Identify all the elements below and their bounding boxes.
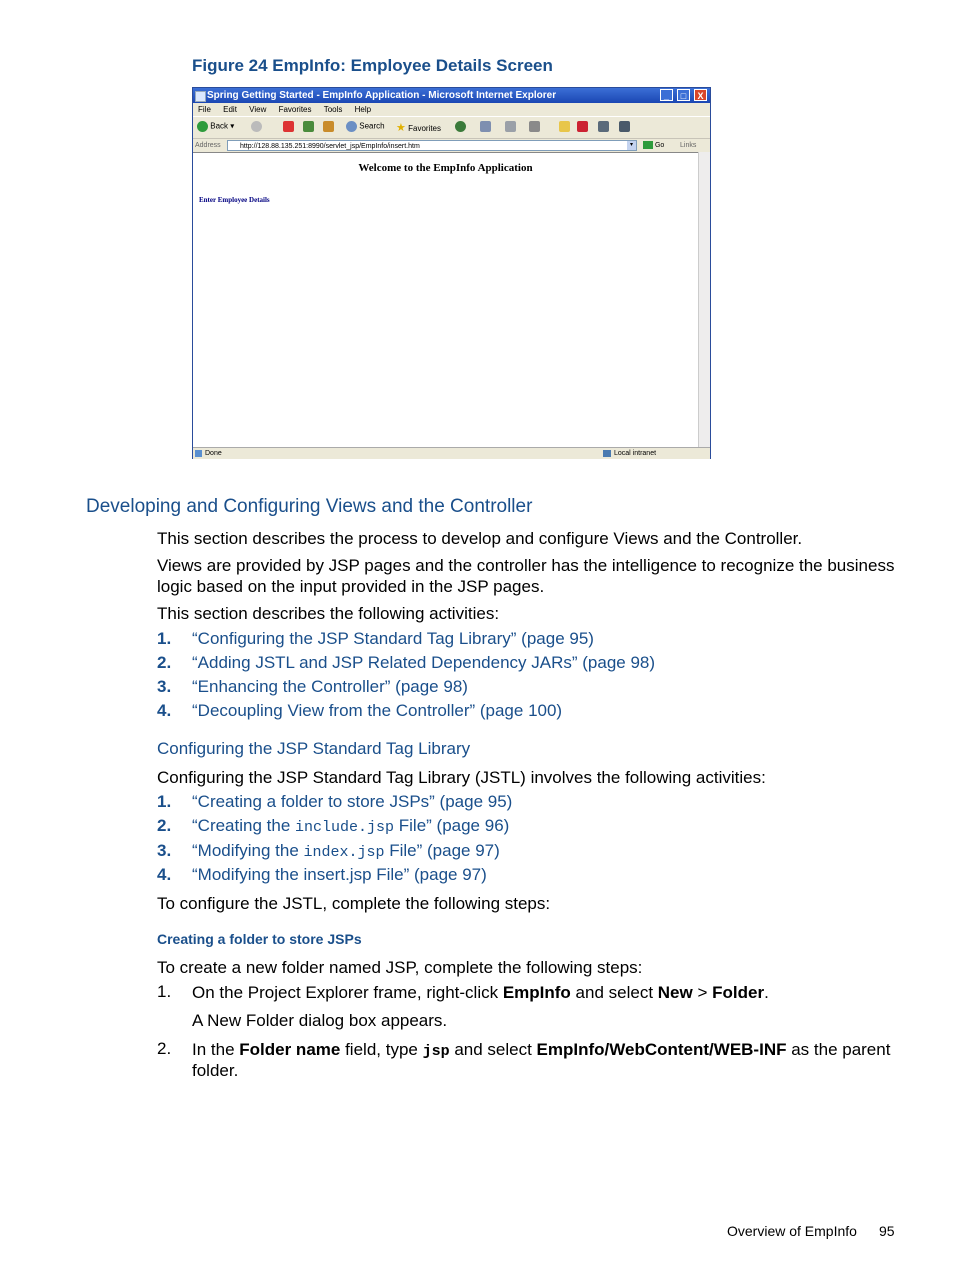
footer-title: Overview of EmpInfo bbox=[727, 1223, 857, 1239]
jstl-link-2[interactable]: “Creating the include.jsp File” (page 96) bbox=[192, 816, 510, 836]
back-button: Back ▾ bbox=[197, 121, 234, 132]
browser-menubar bbox=[193, 103, 710, 116]
favorites-button: ★ Favorites bbox=[396, 122, 442, 134]
stop-button bbox=[283, 121, 294, 132]
list-number: 3. bbox=[157, 677, 172, 696]
maximize-button: □ bbox=[677, 89, 690, 101]
bold-path: EmpInfo/WebContent/WEB-INF bbox=[536, 1040, 787, 1059]
section-paragraph-1: This section describes the process to develop and configure Views and the Controller. bbox=[157, 529, 803, 548]
step-number-2: 2. bbox=[157, 1039, 172, 1058]
list-number: 3. bbox=[157, 841, 172, 860]
browser-toolbar bbox=[193, 116, 710, 139]
section-paragraph-3: This section describes the following activities: bbox=[157, 604, 500, 623]
stop-icon bbox=[283, 121, 294, 132]
subsection-outro: To configure the JSTL, complete the following steps: bbox=[157, 894, 551, 913]
tools-icon bbox=[598, 121, 609, 132]
list-number: 4. bbox=[157, 701, 172, 720]
procedure-heading: Creating a folder to store JSPs bbox=[157, 931, 362, 947]
chevron-down-icon: ▾ bbox=[627, 141, 636, 150]
folder-button bbox=[559, 121, 570, 132]
jstl-link-1[interactable]: “Creating a folder to store JSPs” (page 95) bbox=[192, 792, 513, 811]
messenger-icon bbox=[577, 121, 588, 132]
list-number: 1. bbox=[157, 629, 172, 648]
section-paragraph-2-line-1: Views are provided by JSP pages and the controller has the intelligence to recognize the business bbox=[157, 556, 895, 575]
star-icon: ★ bbox=[396, 122, 406, 134]
menu-file: File bbox=[198, 105, 211, 114]
activity-link-1[interactable]: “Configuring the JSP Standard Tag Library” (page 95) bbox=[192, 629, 594, 648]
menu-help: Help bbox=[354, 105, 372, 114]
home-icon bbox=[323, 121, 334, 132]
jstl-link-4[interactable]: “Modifying the insert.jsp File” (page 97) bbox=[192, 865, 487, 884]
page-number: 95 bbox=[879, 1223, 895, 1239]
step-1-text: On the Project Explorer frame, right-click EmpInfo and select New > Folder. bbox=[192, 983, 769, 1002]
forward-arrow-icon bbox=[251, 121, 262, 132]
edit-button bbox=[529, 121, 540, 132]
procedure-intro: To create a new folder named JSP, complete the following steps: bbox=[157, 958, 643, 977]
status-bar bbox=[193, 447, 710, 459]
address-input bbox=[227, 140, 637, 151]
address-url: http://128.88.135.251:8990/servlet_jsp/EmpInfo/insert.htm bbox=[240, 143, 420, 150]
tools-button bbox=[598, 121, 609, 132]
menu-favorites: Favorites bbox=[278, 105, 312, 114]
print-icon bbox=[505, 121, 516, 132]
mail-icon bbox=[480, 121, 491, 132]
home-button bbox=[323, 121, 334, 132]
list-number: 2. bbox=[157, 816, 172, 835]
list-number: 4. bbox=[157, 865, 172, 884]
address-label: Address bbox=[195, 142, 221, 149]
refresh-icon bbox=[303, 121, 314, 132]
minimize-button: _ bbox=[660, 89, 673, 101]
bold-empinfo: EmpInfo bbox=[502, 983, 571, 1002]
research-button bbox=[619, 121, 630, 132]
subsection-intro: Configuring the JSP Standard Tag Library (JSTL) involves the following activities: bbox=[157, 768, 766, 787]
search-icon bbox=[346, 121, 357, 132]
browser-content bbox=[193, 152, 698, 448]
welcome-heading: Welcome to the EmpInfo Application bbox=[358, 162, 533, 174]
step-1-result: A New Folder dialog box appears. bbox=[192, 1011, 448, 1030]
activity-link-3[interactable]: “Enhancing the Controller” (page 98) bbox=[192, 677, 468, 696]
code-jsp: jsp bbox=[422, 1043, 450, 1060]
figure-caption: Figure 24 EmpInfo: Employee Details Screen bbox=[192, 56, 553, 75]
go-arrow-icon bbox=[643, 141, 653, 149]
activity-link-4[interactable]: “Decoupling View from the Controller” (page 100) bbox=[192, 701, 563, 720]
list-number: 1. bbox=[157, 792, 172, 811]
code-index-jsp: index.jsp bbox=[303, 844, 385, 861]
browser-window-title: Spring Getting Started - EmpInfo Application - Microsoft Internet Explorer bbox=[207, 90, 557, 101]
jstl-link-3[interactable]: “Modifying the index.jsp File” (page 97) bbox=[192, 841, 500, 861]
status-text: Done bbox=[205, 450, 222, 457]
go-button: Go bbox=[643, 139, 664, 153]
activity-link-2[interactable]: “Adding JSTL and JSP Related Dependency JARs” (page 98) bbox=[192, 653, 656, 672]
bold-new: New bbox=[657, 983, 693, 1002]
refresh-button bbox=[303, 121, 314, 132]
browser-titlebar bbox=[193, 88, 710, 103]
section-heading: Developing and Configuring Views and the Controller bbox=[86, 496, 533, 517]
edit-icon bbox=[529, 121, 540, 132]
research-icon bbox=[619, 121, 630, 132]
menu-tools: Tools bbox=[323, 105, 343, 114]
step-number-1: 1. bbox=[157, 982, 172, 1001]
menu-view: View bbox=[249, 105, 267, 114]
page-icon bbox=[195, 450, 202, 457]
zone-text: Local intranet bbox=[614, 450, 657, 457]
subsection-heading: Configuring the JSP Standard Tag Library bbox=[157, 739, 471, 758]
vertical-scrollbar bbox=[698, 152, 710, 447]
folder-icon bbox=[559, 121, 570, 132]
address-bar bbox=[193, 138, 710, 153]
ie-app-icon bbox=[195, 91, 206, 102]
print-button bbox=[505, 121, 516, 132]
media-button bbox=[455, 121, 466, 132]
bold-folder: Folder bbox=[712, 983, 765, 1002]
mail-button bbox=[480, 121, 491, 132]
browser-screenshot bbox=[192, 87, 711, 459]
bold-folder-name: Folder name bbox=[239, 1040, 341, 1059]
links-label: Links bbox=[680, 142, 697, 149]
intranet-icon bbox=[603, 450, 611, 457]
forward-button bbox=[251, 121, 262, 132]
step-2-text: In the Folder name field, type jsp and select EmpInfo/WebContent/WEB-INF as the parent bbox=[192, 1040, 891, 1060]
section-paragraph-2-line-2: logic based on the input provided in the JSP pages. bbox=[157, 577, 545, 596]
menu-edit: Edit bbox=[223, 105, 237, 114]
step-2-text-line-2: folder. bbox=[192, 1061, 239, 1080]
code-include-jsp: include.jsp bbox=[295, 819, 395, 836]
media-icon bbox=[455, 121, 466, 132]
close-button: X bbox=[694, 89, 707, 101]
enter-details-link: Enter Employee Details bbox=[199, 196, 270, 204]
back-arrow-icon bbox=[197, 121, 208, 132]
search-button: Search bbox=[346, 121, 385, 132]
list-number: 2. bbox=[157, 653, 172, 672]
messenger-button bbox=[577, 121, 588, 132]
